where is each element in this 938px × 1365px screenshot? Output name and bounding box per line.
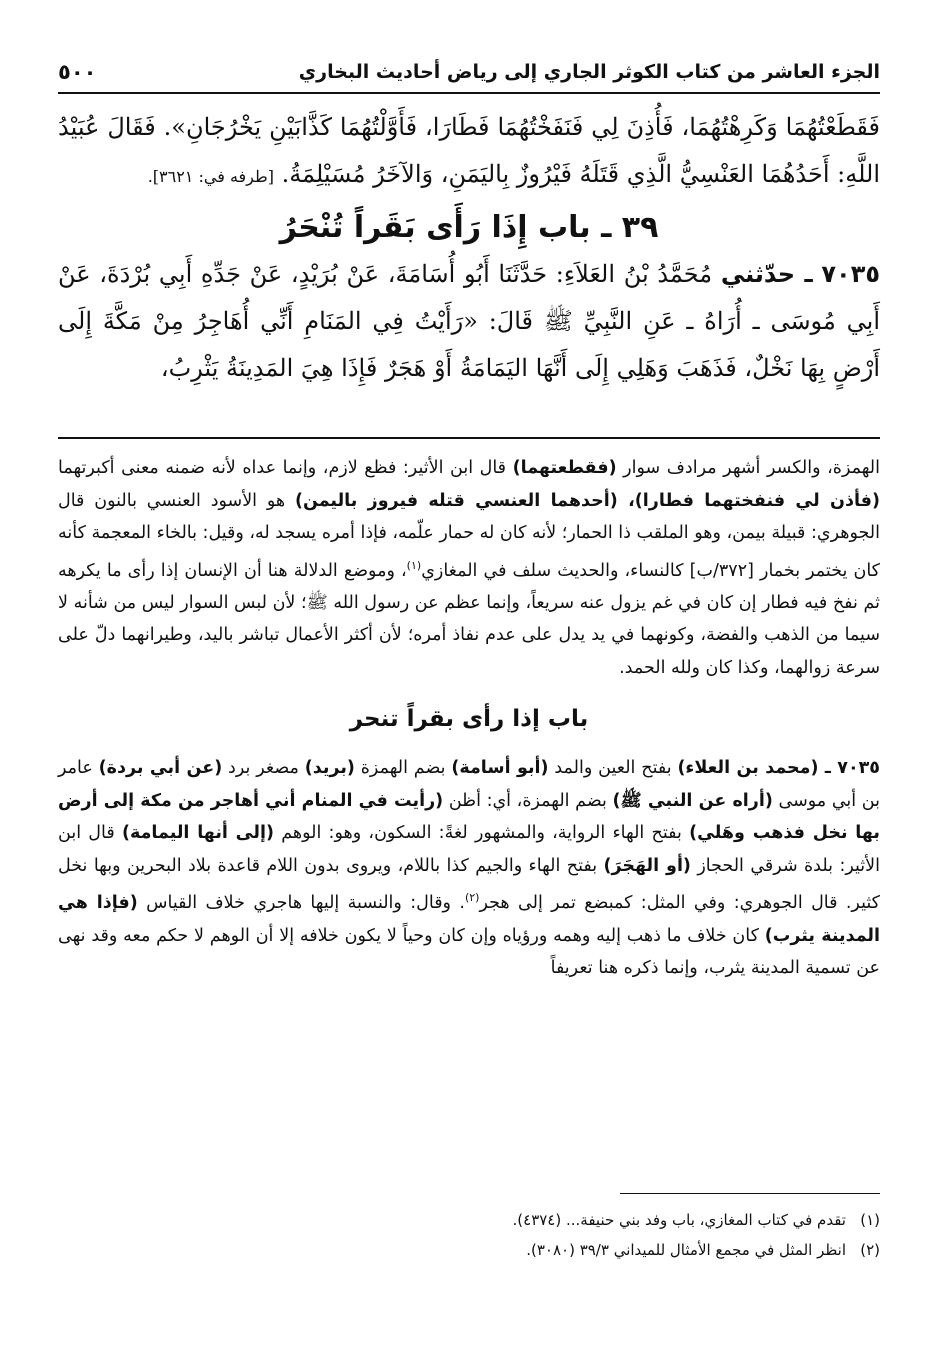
- footnote-1: (١)تقدم في كتاب المغازي، باب وفد بني حنيفة... (٤٣٧٤).: [512, 1211, 880, 1229]
- isnad-lead: حدّثني: [720, 260, 796, 288]
- hadith-continuation: [58, 104, 880, 200]
- hadith-number: ٧٠٣٥: [821, 260, 880, 288]
- commentary-sub-heading: باب إذا رأى بقراً تنحر: [349, 706, 589, 733]
- text-commentary-divider: [58, 437, 880, 439]
- footnote-ref-1: (١): [406, 558, 422, 572]
- cross-reference: [طرفه في: ٣٦٢١].: [147, 167, 274, 186]
- footnote-ref-2: (٢): [464, 891, 480, 905]
- hadith-body: مُحَمَّدُ بْنُ العَلاَءِ: حَدَّثَنَا أَبُو أُسَامَةَ، عَنْ بُرَيْدٍ، عَنْ جَدِّهِ أَبِي بُرْدَةَ، عَنْ أَبِي مُوسَى ـ أُرَاهُ ـ عَنِ النَّبِيِّ ﷺ قَالَ: «رَأَيْتُ فِي المَنَامِ أَنِّي أُهَاجِرُ مِنْ مَكَّةَ إِلَى أَرْضٍ بِهَا نَخْلٌ، فَذَهَبَ وَهَلِي إِلَى أَنَّهَا اليَمَامَةُ أَوْ هَجَرٌ فَإِذَا هِيَ المَدِينَةُ يَثْرِبُ،: [58, 260, 880, 382]
- footnote-rule: [620, 1193, 880, 1194]
- chapter-heading: ٣٩ ـ باب إِذَا رَأَى بَقَراً تُنْحَرُ: [279, 210, 659, 245]
- footnotes: [58, 1205, 880, 1265]
- hadith-text-block: [58, 104, 880, 392]
- running-header: [58, 52, 880, 94]
- footnote-2: (٢)انظر المثل في مجمع الأمثال للميداني ٣٩/٣ (٣٠٨٠).: [526, 1241, 880, 1259]
- page-number: ٥٠٠: [58, 60, 97, 84]
- commentary-paragraph-1: الهمزة، والكسر أشهر مرادف سوار (فقطعتهما) قال ابن الأثير: فظع لازم، وإنما عداه لأنه ضمنه معنى أكبرتهما (فأذن لي فنفختهما فطارا)، (أحدهما العنسي قتله فيروز باليمن) هو الأسود العنسي بالنون قال الجوهري: قبيلة بيمن، وهو الملقب ذا الحمار؛ لأنه كان له حمار علّمه، فإذا أمره يسجد له، وقيل: بالخاء المعجمة كأنه كان يختمر بخمار [٣٧٢/ب] كالنساء، والحديث سلف في المغازي$^{(١)}$، وموضع الدلالة هنا أن الإنسان إذا رأى ما يكرهه ثم نفخ فيه فطار إن كان في غم يزول عنه سريعاً، وإنما عظم عن رسول الله ﷺ؛ لأن لبس السوار ليس من شأنه لا سيما من الذهب والفضة، وكونهما في يد يدل على عدم نفاذ أمره؛ لأن أكثر الأعمال تباشر باليد، وطيرانهما دلّ على سرعة زوالهما، وكذا كان ولله الحمد.: [58, 458, 880, 678]
- hadith-line-1: فَقَطَعْتُهُمَا وَكَرِهْتُهُمَا، فَأُذِنَ لِي فَنَفَخْتُهُمَا فَطَارَا، فَأَوَّلْتُهُمَا كَذَّابَيْنِ يَخْرُجَانِ». فَقَالَ عُبَيْدُ: [58, 113, 880, 141]
- running-title: الجزء العاشر من كتاب الكوثر الجاري إلى رياض أحاديث البخاري: [298, 61, 880, 83]
- hadith-7035: ٧٠٣٥ ـ حدّثني مُحَمَّدُ بْنُ العَلاَءِ: حَدَّثَنَا أَبُو أُسَامَةَ، عَنْ بُرَيْدٍ، عَنْ جَدِّهِ أَبِي بُرْدَةَ، عَنْ أَبِي مُوسَى ـ أُرَاهُ ـ عَنِ النَّبِيِّ ﷺ قَالَ: «رَأَيْتُ فِي المَنَامِ أَنِّي أُهَاجِرُ مِنْ مَكَّةَ إِلَى أَرْضٍ بِهَا نَخْلٌ، فَذَهَبَ وَهَلِي إِلَى أَنَّهَا اليَمَامَةُ أَوْ هَجَرٌ فَإِذَا هِيَ المَدِينَةُ يَثْرِبُ،: [58, 260, 880, 382]
- hadith-line-2: اللَّهِ: أَحَدُهُمَا العَنْسِيُّ الَّذِي قَتَلَهُ فَيْرُوزٌ بِاليَمَنِ، وَالآخَرُ مُسَيْلِمَةُ.: [281, 160, 880, 188]
- commentary-paragraph-2: ٧٠٣٥ ـ (محمد بن العلاء) بفتح العين والمد (أبو أسامة) بضم الهمزة (بريد) مصغر برد (عن أبي بردة) عامر بن أبي موسى (أراه عن النبي ﷺ) بضم الهمزة، أي: أظن (رأيت في المنام أني أهاجر من مكة إلى أرض بها نخل فذهب وهَلي) بفتح الهاء الرواية، والمشهور لغةً: السكون، وهو: الوهم (إلى أنها اليمامة) قال ابن الأثير: بلدة شرقي الحجاز (أو الهَجَرَ) بفتح الهاء والجيم كذا باللام، ويروى بدون اللام قاعدة بلاد البحرين وبها نخل كثير. قال الجوهري: وفي المثل: كمبضع تمر إلى هجر$^{(٢)}$. وقال: والنسبة إليها هاجري خلاف القياس (فإذا هي المدينة يثرب) كان خلاف ما ذهب إليه وهمه ورؤياه وإن كان وحياً لا يكون خلافه إلا أن الوهم لا حكم معه وقد نهى عن تسمية المدينة يثرب، وإنما ذكره هنا تعريفاً: [58, 758, 880, 979]
- commentary-block: [58, 452, 880, 985]
